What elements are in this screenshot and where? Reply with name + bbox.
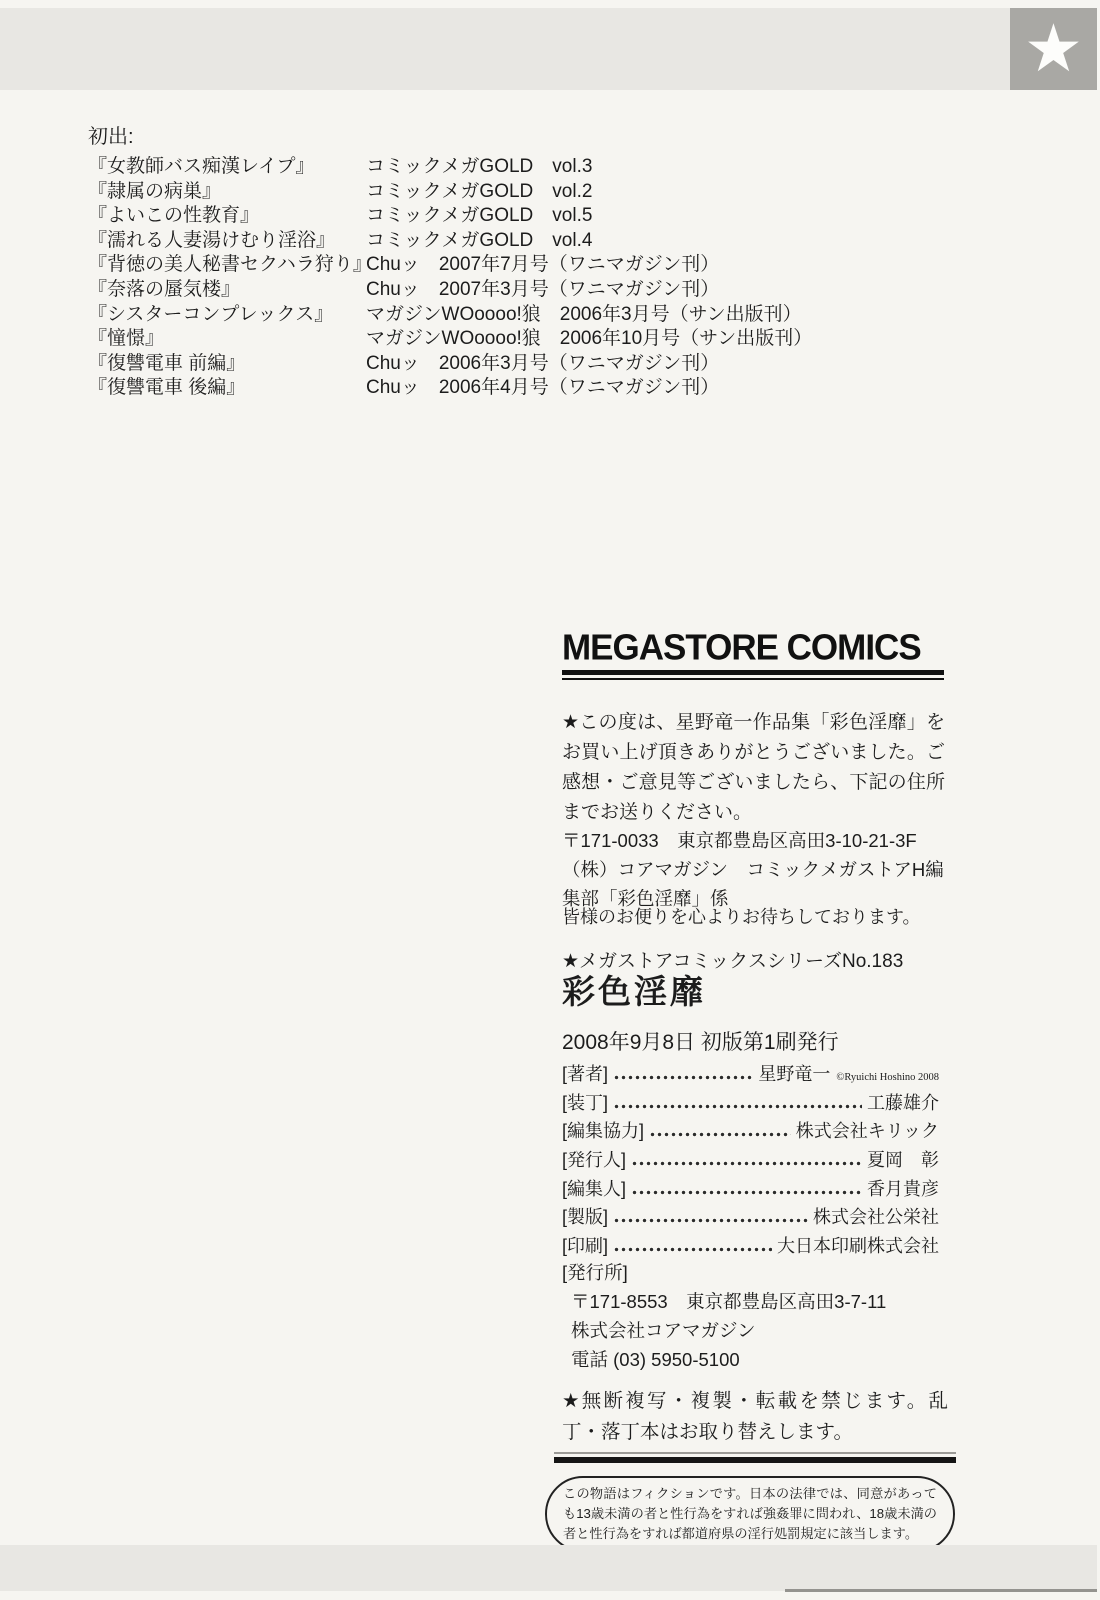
first-publication-heading: 初出:	[88, 126, 134, 148]
work-source: コミックメガGOLD vol.4	[366, 229, 593, 251]
disclaimer-text: この物語はフィクションです。日本の法律では、同意があっても13歳未満の者と性行為をすれば強姦罪に問われ、18歳未満の者と性行為をすれば都道府県の淫行処罰規定に該当します。	[563, 1486, 937, 1541]
work-source: コミックメガGOLD vol.3	[366, 156, 593, 177]
publisher-lines	[562, 1287, 945, 1374]
credit-dots-leader	[649, 1117, 791, 1146]
credit-row	[562, 1060, 939, 1089]
publication-row	[88, 180, 968, 205]
reader-note: 皆様のお便りを心よりお待ちしております。	[562, 907, 921, 927]
work-title: 『隷属の病巣』	[88, 180, 222, 202]
first-publication-list	[88, 155, 968, 401]
divider-rule-thick	[554, 1457, 956, 1463]
credit-label: [印刷]	[562, 1236, 609, 1257]
series-number: ★メガストアコミックスシリーズNo.183	[562, 951, 904, 972]
credit-value: 星野竜一	[758, 1064, 831, 1084]
publisher-line: 電話 (03) 5950-5100	[571, 1349, 740, 1370]
work-title: 『復讐電車 後編』	[88, 377, 246, 399]
credits-list	[562, 1060, 939, 1261]
publisher-section	[562, 1258, 945, 1374]
divider-rule	[554, 1452, 956, 1463]
publication-row	[88, 253, 968, 278]
work-title: 『シスターコンプレックス』	[88, 303, 334, 325]
credit-label: [製版]	[562, 1207, 609, 1228]
thanks-note: ★この度は、星野竜一作品集「彩色淫靡」をお買い上げ頂きありがとうございました。ご感想・ご意見等ございましたら、下記の住所までお送りください。	[562, 712, 945, 823]
work-title: 『よいこの性教育』	[88, 205, 260, 227]
credit-row	[562, 1232, 939, 1261]
star-block	[1010, 8, 1097, 90]
publication-row	[88, 303, 968, 328]
work-title: 『憧憬』	[88, 328, 165, 350]
work-source: Chuッ 2007年7月号（ワニマガジン刊）	[366, 254, 720, 276]
credit-label: [編集人]	[562, 1178, 627, 1199]
publisher-line: 株式会社コアマガジン	[571, 1320, 756, 1341]
publication-row	[88, 204, 968, 229]
publication-row	[88, 352, 968, 377]
work-source: コミックメガGOLD vol.5	[366, 205, 593, 227]
megastore-logo-block	[562, 627, 944, 680]
star-icon: ★	[1023, 10, 1084, 87]
credit-row	[562, 1175, 939, 1204]
work-source: マガジンWOoooo!狼 2006年3月号（サン出版刊）	[366, 303, 802, 325]
work-title: 『奈落の蜃気楼』	[88, 278, 241, 300]
credit-label: [著者]	[562, 1064, 609, 1084]
work-title: 『復讐電車 前編』	[88, 352, 246, 374]
megastore-comics-logo: MEGASTORE COMICS	[562, 627, 921, 668]
credit-dots-leader	[613, 1060, 753, 1089]
credit-row	[562, 1089, 939, 1118]
publisher-line: 〒171-8553 東京都豊島区高田3-7-11	[571, 1291, 887, 1312]
publication-row	[88, 278, 968, 303]
work-title: 『背徳の美人秘書セクハラ狩り』	[88, 254, 372, 276]
publication-row	[88, 155, 968, 180]
logo-underline-thick	[562, 670, 944, 675]
credit-value: 株式会社公栄社	[813, 1207, 939, 1228]
credit-value: 大日本印刷株式会社	[777, 1236, 939, 1257]
page-edge-line	[785, 1589, 1097, 1592]
editorial-address	[562, 826, 945, 913]
credit-dots-leader	[613, 1232, 772, 1261]
credit-value: 工藤雄介	[867, 1092, 939, 1113]
credit-label: [発行人]	[562, 1150, 627, 1171]
book-title: 彩色淫靡	[562, 973, 706, 1010]
work-source: Chuッ 2006年4月号（ワニマガジン刊）	[366, 377, 720, 399]
top-scan-band	[0, 8, 1097, 90]
publisher-label: [発行所]	[562, 1262, 628, 1283]
disclaimer-box	[545, 1476, 955, 1552]
address-line: 〒171-0033 東京都豊島区高田3-10-21-3F	[562, 830, 917, 851]
edition-date: 2008年9月8日 初版第1刷発行	[562, 1031, 839, 1054]
publication-row	[88, 229, 968, 254]
credit-dots-leader	[613, 1203, 808, 1232]
credit-row	[562, 1117, 939, 1146]
credit-row	[562, 1146, 939, 1175]
logo-underline-thin	[562, 678, 944, 680]
work-source: Chuッ 2007年3月号（ワニマガジン刊）	[366, 278, 720, 300]
publication-row	[88, 376, 968, 401]
credit-dots-leader	[631, 1175, 862, 1204]
work-title: 『女教師バス痴漢レイプ』	[88, 156, 315, 177]
bottom-scan-band	[0, 1545, 1097, 1591]
address-line: （株）コアマガジン コミックメガストアH編集部「彩色淫靡」係	[562, 859, 944, 909]
copyright-note: ©Ryuichi Hoshino 2008	[836, 1072, 939, 1083]
work-source: Chuッ 2006年3月号（ワニマガジン刊）	[366, 352, 720, 374]
credit-dots-leader	[631, 1146, 862, 1175]
work-source: マガジンWOoooo!狼 2006年10月号（サン出版刊）	[366, 328, 813, 350]
credit-row	[562, 1203, 939, 1232]
divider-rule-thin	[554, 1452, 956, 1454]
credit-dots-leader	[613, 1089, 862, 1118]
work-source: コミックメガGOLD vol.2	[366, 180, 593, 202]
publication-row	[88, 327, 968, 352]
work-title: 『濡れる人妻湯けむり淫浴』	[88, 229, 336, 251]
credit-label: [装丁]	[562, 1092, 609, 1113]
credit-value: 株式会社キリック	[795, 1121, 939, 1142]
first-publication-section	[88, 120, 968, 401]
credit-value: 香月貴彦	[867, 1178, 939, 1199]
credit-value: 夏岡 彰	[867, 1150, 939, 1171]
credit-label: [編集協力]	[562, 1121, 645, 1142]
reproduction-warning: ★無断複写・複製・転載を禁じます。乱丁・落丁本はお取り替えします。	[562, 1390, 948, 1443]
